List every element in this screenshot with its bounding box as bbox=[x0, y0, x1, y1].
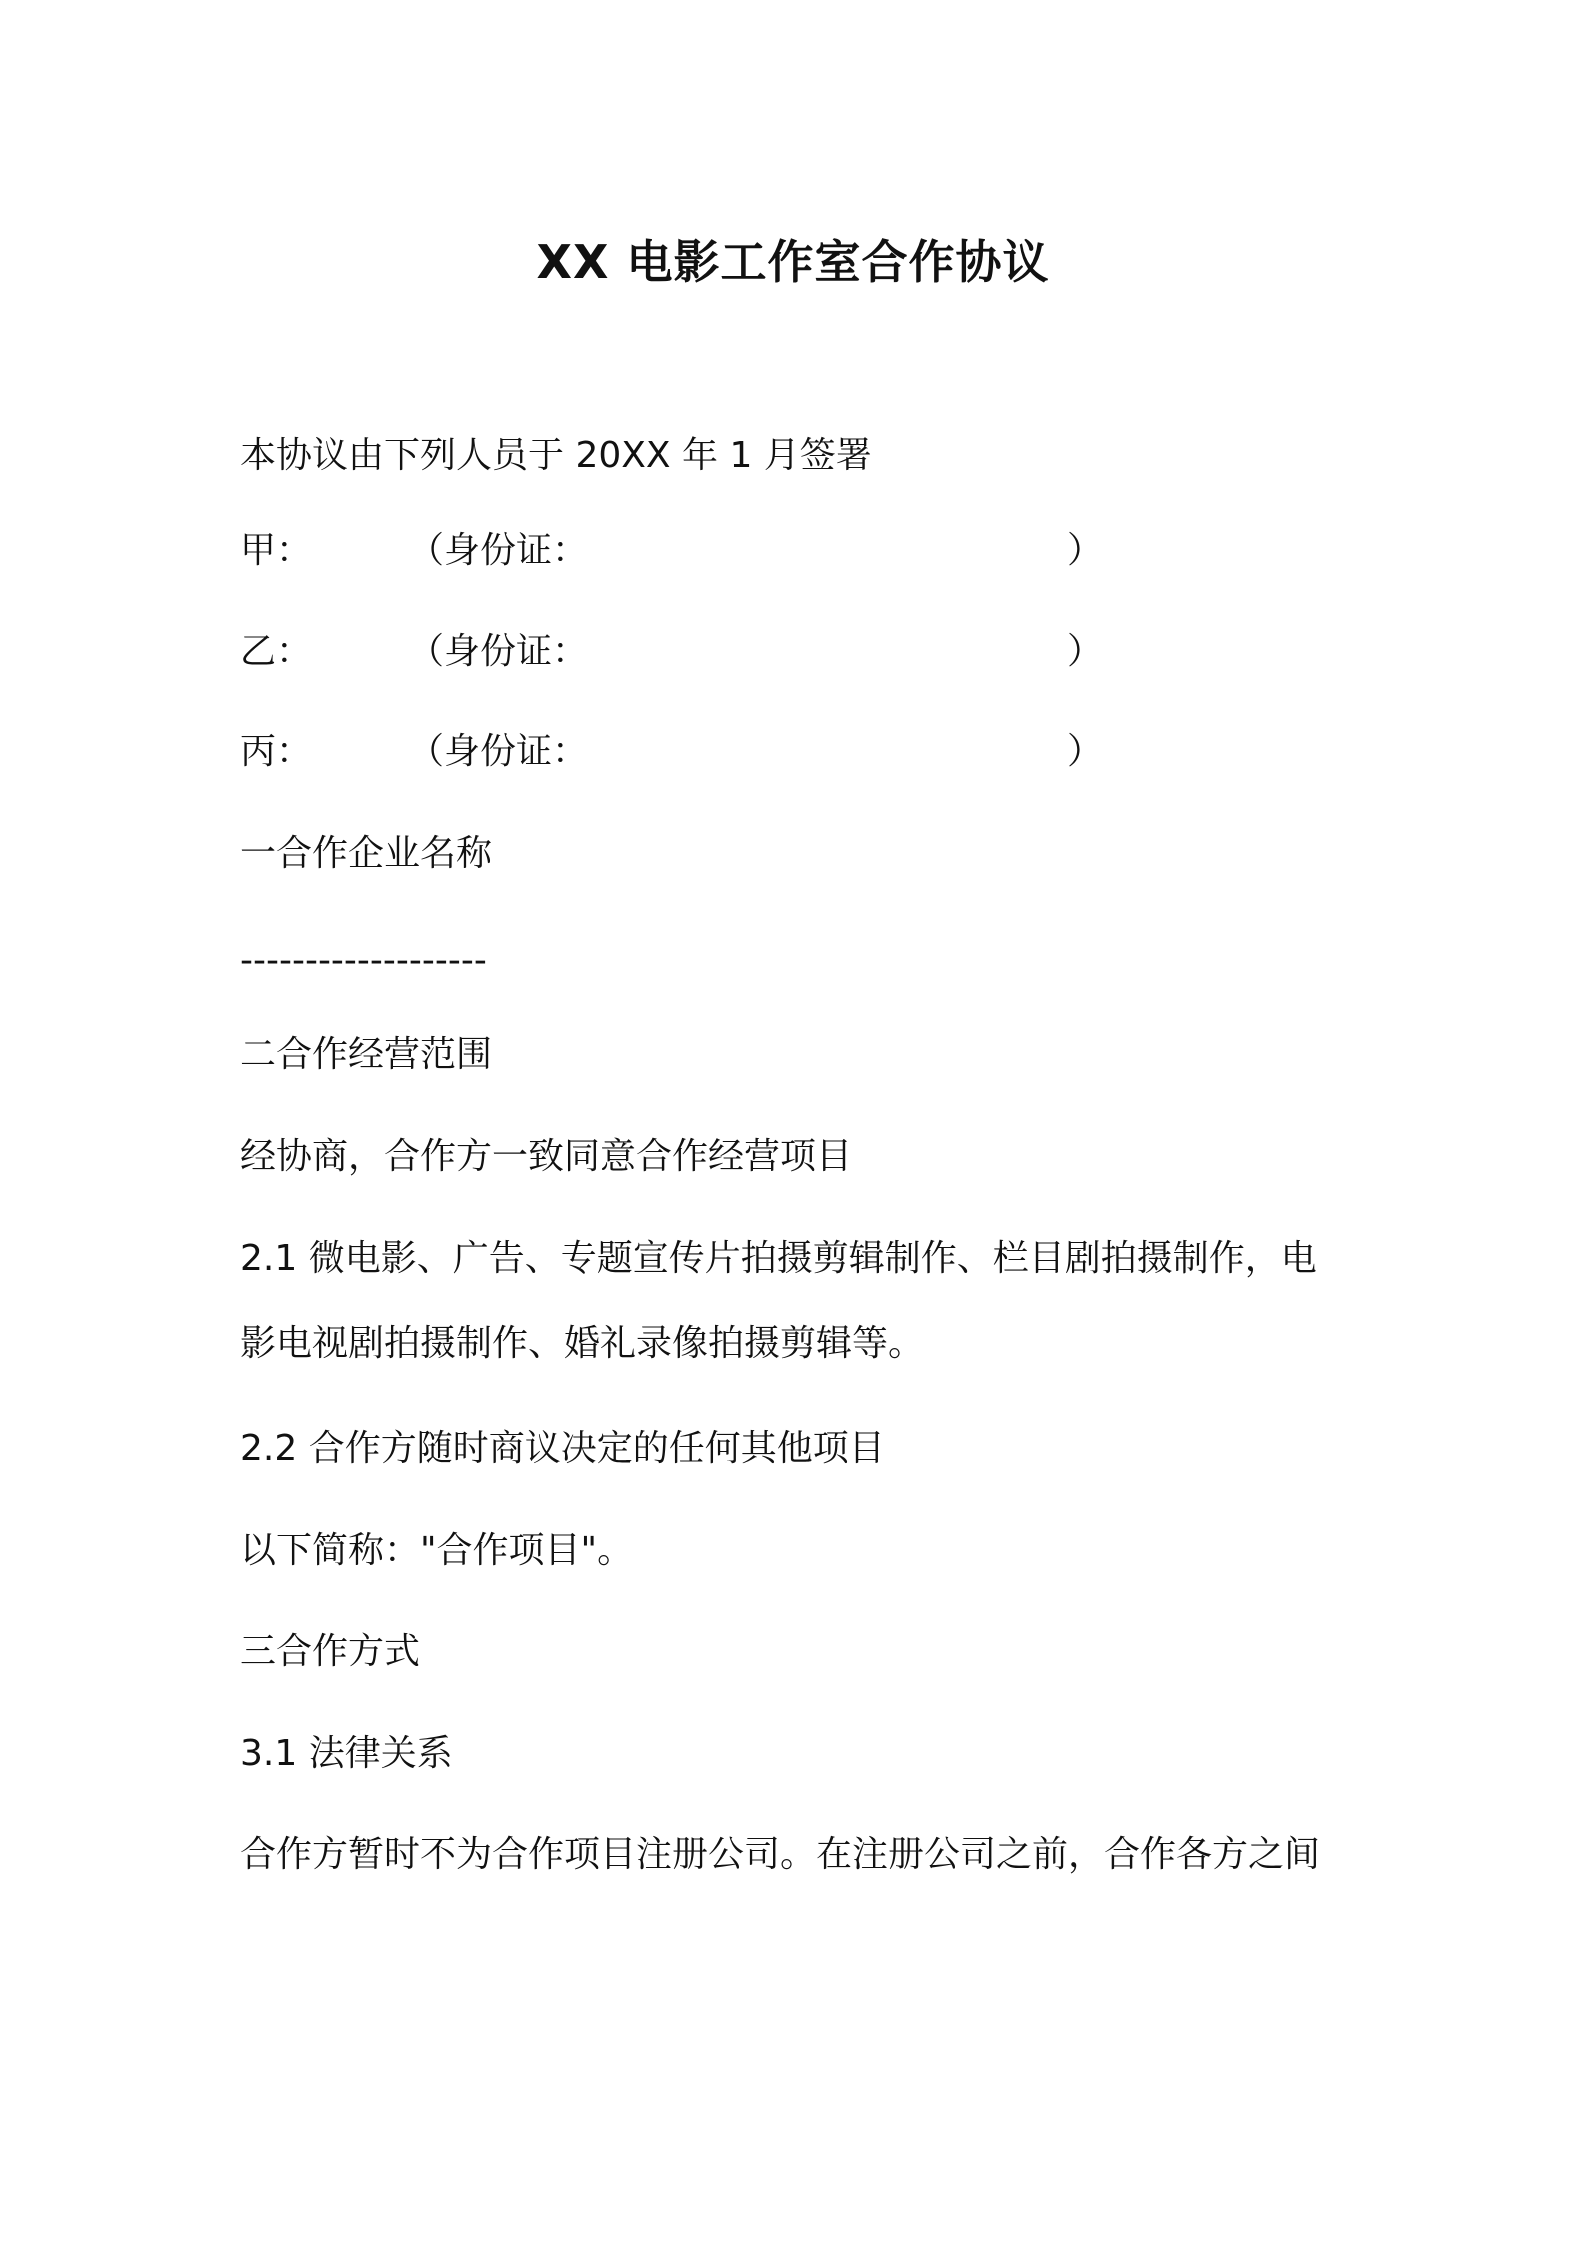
item-2-1-line2: 影电视剧拍摄制作、婚礼录像拍摄剪辑等。 bbox=[240, 1323, 925, 1364]
id-card-label: （身份证： bbox=[408, 631, 589, 672]
short-name-line: 以下简称："合作项目"。 bbox=[240, 1530, 634, 1571]
party-label: 乙： bbox=[240, 631, 313, 672]
document-title: XX 电影工作室合作协议 bbox=[536, 235, 1050, 289]
item-2-1-line1: 2.1 微电影、广告、专题宣传片拍摄剪辑制作、栏目剧拍摄制作，电 bbox=[240, 1238, 1317, 1279]
item-3-1-text: 合作方暂时不为合作项目注册公司。在注册公司之前，合作各方之间 bbox=[240, 1834, 1321, 1875]
party-label: 丙： bbox=[240, 731, 313, 772]
intro-line: 本协议由下列人员于 20XX 年 1 月签署 bbox=[240, 435, 872, 476]
section1-heading: 一合作企业名称 bbox=[240, 833, 493, 874]
section2-heading: 二合作经营范围 bbox=[240, 1034, 493, 1075]
item-2-2: 2.2 合作方随时商议决定的任何其他项目 bbox=[240, 1428, 885, 1469]
item-3-1: 3.1 法律关系 bbox=[240, 1733, 453, 1774]
section3-heading: 三合作方式 bbox=[240, 1631, 421, 1672]
party-row-b bbox=[240, 627, 1140, 677]
id-card-label: （身份证： bbox=[408, 731, 589, 772]
closing-paren: ） bbox=[1067, 731, 1104, 772]
party-row-a bbox=[240, 526, 1140, 576]
section1-blank: ------------------- bbox=[240, 940, 487, 981]
section2-intro: 经协商，合作方一致同意合作经营项目 bbox=[240, 1136, 853, 1177]
closing-paren: ） bbox=[1067, 631, 1104, 672]
id-card-label: （身份证： bbox=[408, 530, 589, 571]
party-row-c bbox=[240, 727, 1140, 777]
party-label: 甲： bbox=[240, 530, 313, 571]
closing-paren: ） bbox=[1067, 530, 1104, 571]
